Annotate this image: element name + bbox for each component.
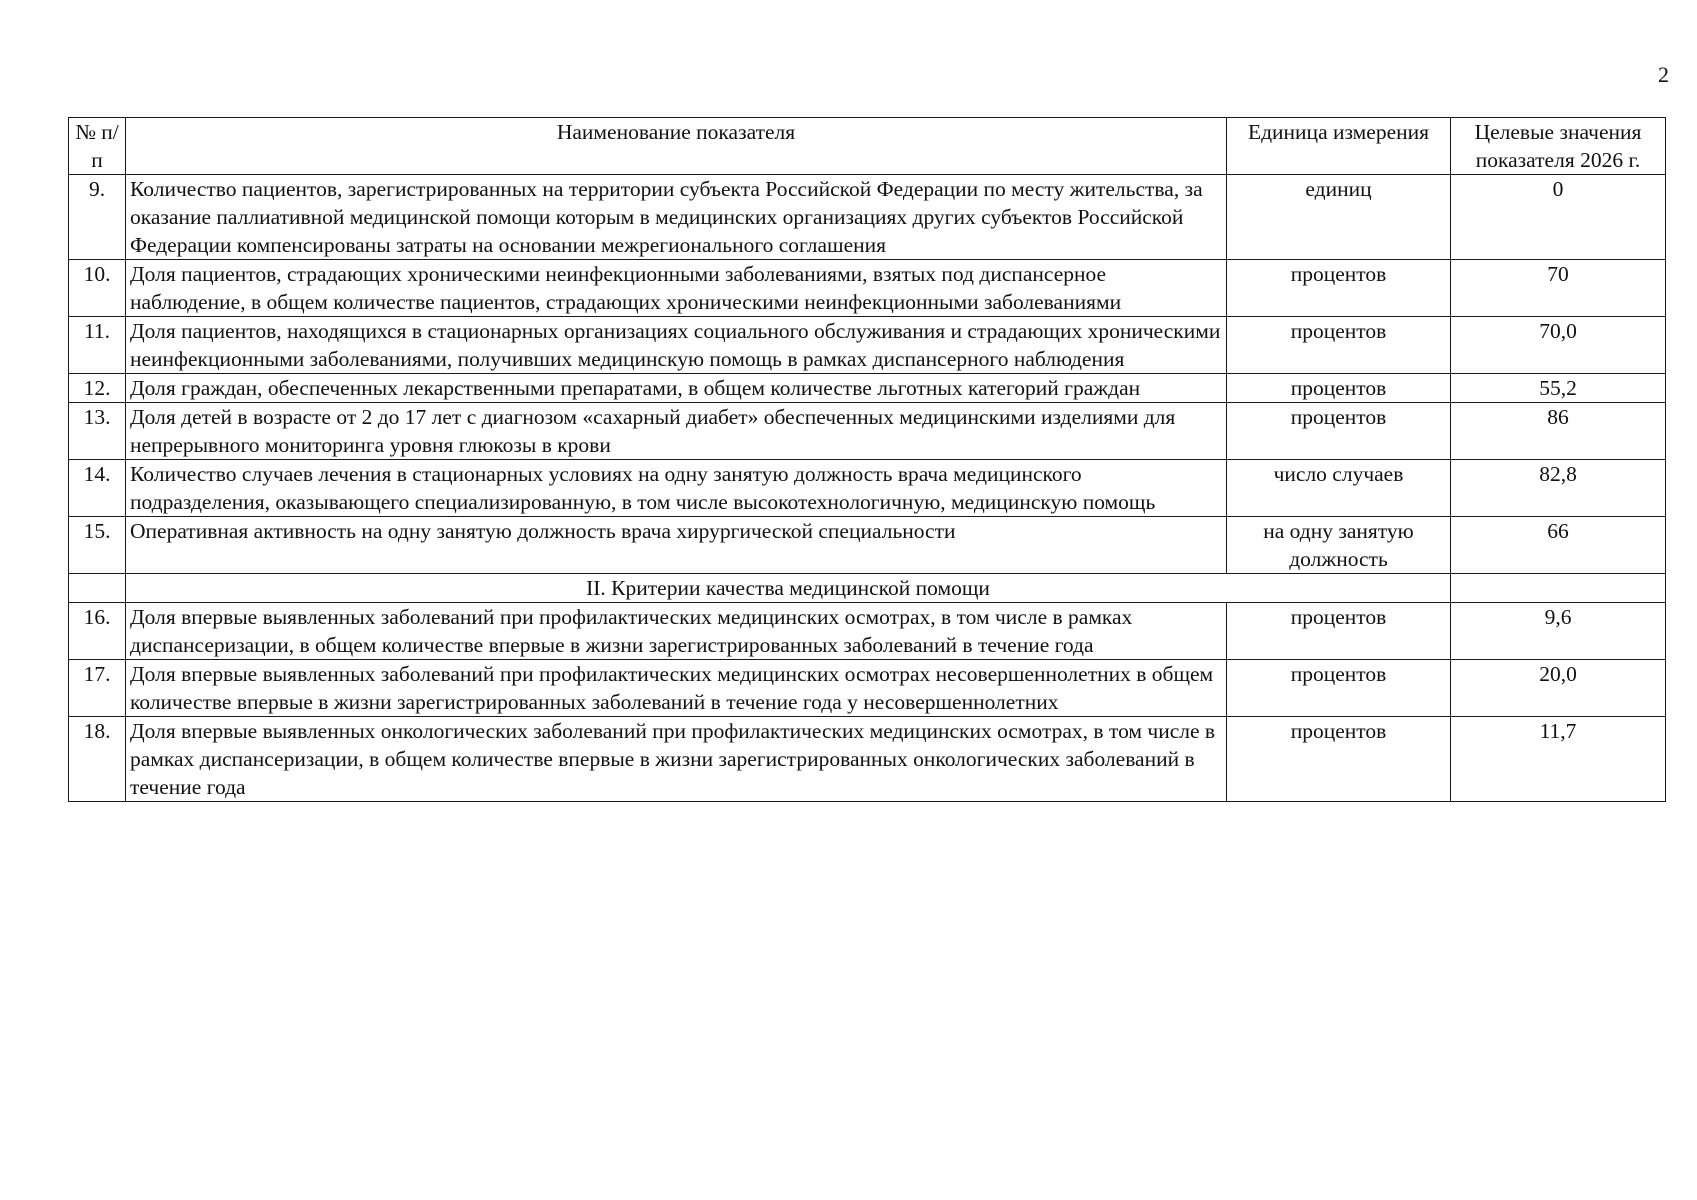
table-row (69, 660, 1666, 717)
table-row (69, 403, 1666, 460)
unit-cell: процентов (1227, 717, 1451, 802)
target-value: 11,7 (1451, 717, 1666, 802)
target-value: 82,8 (1451, 460, 1666, 517)
indicator-name: Оперативная активность на одну занятую должность врача хирургической специальности (126, 517, 1227, 574)
table-row (69, 175, 1666, 260)
indicator-name: Доля впервые выявленных онкологических заболеваний при профилактических медицинских осмотрах, в том числе в рамках диспансеризации, в общем количестве впервые в жизни зарегистрированных онкологических заболеваний в течение года (126, 717, 1227, 802)
table-row (69, 717, 1666, 802)
unit-cell: процентов (1227, 403, 1451, 460)
section-empty-cell (1451, 574, 1666, 603)
header-target: Целевые значения показателя 2026 г. (1451, 118, 1666, 175)
table-row (69, 374, 1666, 403)
page-number: 2 (1658, 62, 1669, 87)
indicator-name: Доля детей в возрасте от 2 до 17 лет с диагнозом «сахарный диабет» обеспеченных медицинскими изделиями для непрерывного мониторинга уровня глюкозы в крови (126, 403, 1227, 460)
table-row (69, 517, 1666, 574)
header-unit: Единица измерения (1227, 118, 1451, 175)
row-number: 15. (69, 517, 126, 574)
target-value: 86 (1451, 403, 1666, 460)
section-title: II. Критерии качества медицинской помощи (126, 574, 1451, 603)
row-number: 18. (69, 717, 126, 802)
unit-cell: число случаев (1227, 460, 1451, 517)
indicator-name: Количество случаев лечения в стационарных условиях на одну занятую должность врача медицинского подразделения, оказывающего специализированную, в том числе высокотехнологичную, медицинскую помощь (126, 460, 1227, 517)
table-row (69, 260, 1666, 317)
unit-cell: процентов (1227, 660, 1451, 717)
target-value: 55,2 (1451, 374, 1666, 403)
unit-cell: на одну занятую должность (1227, 517, 1451, 574)
target-value: 66 (1451, 517, 1666, 574)
section-row (69, 574, 1666, 603)
row-number: 14. (69, 460, 126, 517)
unit-cell: процентов (1227, 603, 1451, 660)
unit-cell: процентов (1227, 374, 1451, 403)
table-header-row (69, 118, 1666, 175)
indicator-name: Доля пациентов, страдающих хроническими неинфекционными заболеваниями, взятых под диспансерное наблюдение, в общем количестве пациентов, страдающих хроническими неинфекционными заболеваниями (126, 260, 1227, 317)
section-empty-cell (69, 574, 126, 603)
indicator-name: Количество пациентов, зарегистрированных на территории субъекта Российской Федерации по месту жительства, за оказание паллиативной медицинской помощи которым в медицинских организациях других субъектов Российской Федерации компенсированы затраты на основании межрегионального соглашения (126, 175, 1227, 260)
indicator-name: Доля пациентов, находящихся в стационарных организациях социального обслуживания и страдающих хроническими неинфекционными заболеваниями, получивших медицинскую помощь в рамках диспансерного наблюдения (126, 317, 1227, 374)
row-number: 11. (69, 317, 126, 374)
indicator-name: Доля впервые выявленных заболеваний при профилактических медицинских осмотрах, в том числе в рамках диспансеризации, в общем количестве впервые в жизни зарегистрированных заболеваний в течение года (126, 603, 1227, 660)
target-value: 20,0 (1451, 660, 1666, 717)
table-row (69, 460, 1666, 517)
row-number: 10. (69, 260, 126, 317)
indicator-name: Доля впервые выявленных заболеваний при профилактических медицинских осмотрах несовершеннолетних в общем количестве впервые в жизни зарегистрированных заболеваний в течение года у несовершеннолетних (126, 660, 1227, 717)
target-value: 0 (1451, 175, 1666, 260)
unit-cell: процентов (1227, 260, 1451, 317)
unit-cell: единиц (1227, 175, 1451, 260)
header-name: Наименование показателя (126, 118, 1227, 175)
table-row (69, 603, 1666, 660)
row-number: 16. (69, 603, 126, 660)
header-num: № п/п (69, 118, 126, 175)
indicators-table (68, 117, 1666, 802)
indicator-name: Доля граждан, обеспеченных лекарственными препаратами, в общем количестве льготных категорий граждан (126, 374, 1227, 403)
row-number: 17. (69, 660, 126, 717)
row-number: 12. (69, 374, 126, 403)
row-number: 13. (69, 403, 126, 460)
target-value: 70,0 (1451, 317, 1666, 374)
unit-cell: процентов (1227, 317, 1451, 374)
row-number: 9. (69, 175, 126, 260)
table-row (69, 317, 1666, 374)
target-value: 70 (1451, 260, 1666, 317)
target-value: 9,6 (1451, 603, 1666, 660)
